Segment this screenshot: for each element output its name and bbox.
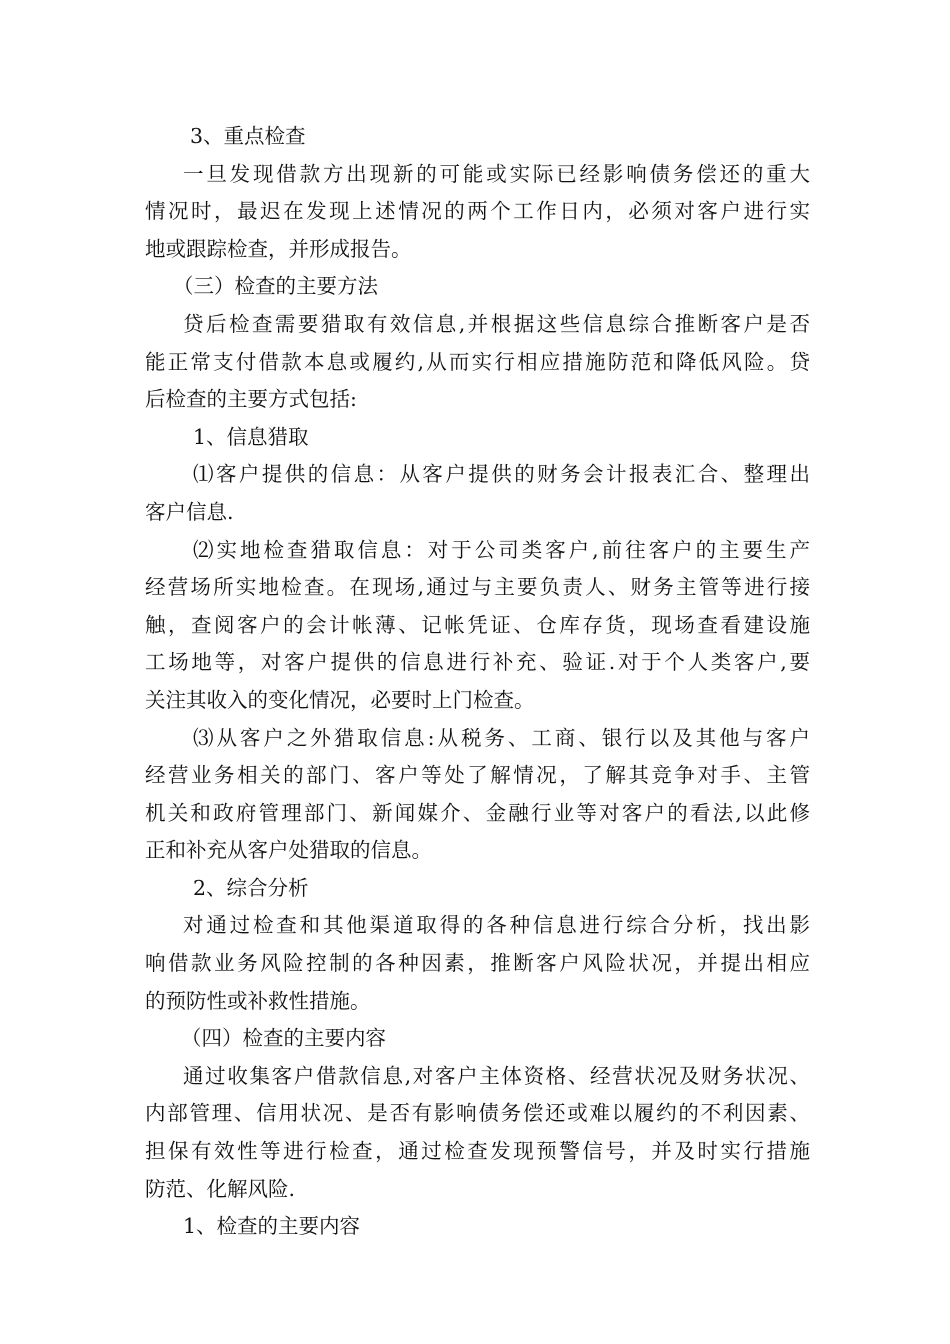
text-line: ⑶从客户之外猎取信息:从税务、工商、银行以及其他与客户 — [193, 725, 810, 750]
text-line: 关注其收入的变化情况，必要时上门检查。 — [145, 687, 535, 712]
text-line: 正和补充从客户处猎取的信息。 — [145, 838, 432, 863]
text-line: （三）检查的主要方法 — [173, 274, 378, 299]
text-line: 通过收集客户借款信息,对客户主体资格、经营状况及财务状况、 — [183, 1063, 810, 1088]
text-line: 地或跟踪检查，并形成报告。 — [145, 236, 412, 261]
text-line: 3、重点检查 — [190, 124, 306, 148]
document-body — [145, 118, 810, 1246]
text-line: 贷后检查需要猎取有效信息,并根据这些信息综合推断客户是否 — [183, 311, 810, 336]
text-line: 的预防性或补救性措施。 — [145, 988, 371, 1013]
text-line: （四）检查的主要内容 — [181, 1026, 386, 1051]
text-line: 内部管理、信用状况、是否有影响债务偿还或难以履约的不利因素、 — [145, 1101, 810, 1126]
text-line: 工场地等，对客户提供的信息进行补充、验证.对于个人类客户,要 — [145, 650, 810, 675]
text-line: 能正常支付借款本息或履约,从而实行相应措施防范和降低风险。贷 — [145, 349, 810, 374]
text-line: 触，查阅客户的会计帐薄、记帐凭证、仓库存货，现场查看建设施 — [145, 612, 810, 637]
text-line: 情况时，最迟在发现上述情况的两个工作日内，必须对客户进行实 — [145, 199, 810, 224]
text-line: 2、综合分析 — [193, 875, 309, 900]
text-line: 1、信息猎取 — [193, 424, 309, 449]
text-line: 一旦发现借款方出现新的可能或实际已经影响债务偿还的重大 — [183, 161, 810, 186]
text-line: ⑴客户提供的信息：从客户提供的财务会计报表汇合、整理出 — [193, 462, 810, 487]
text-line: 机关和政府管理部门、新闻媒介、金融行业等对客户的看法,以此修 — [145, 800, 810, 825]
text-line: 防范、化解风险. — [145, 1176, 296, 1201]
text-line: 担保有效性等进行检查，通过检查发现预警信号，并及时实行措施 — [145, 1139, 810, 1164]
text-line: 对通过检查和其他渠道取得的各种信息进行综合分析，找出影 — [183, 913, 810, 938]
text-line: 响借款业务风险控制的各种因素，推断客户风险状况，并提出相应 — [145, 951, 810, 976]
text-line: 后检查的主要方式包括: — [145, 387, 357, 412]
text-line: 客户信息. — [145, 499, 234, 524]
text-line: 1、检查的主要内容 — [183, 1214, 361, 1239]
text-line: ⑵实地检查猎取信息：对于公司类客户,前往客户的主要生产 — [193, 537, 810, 562]
text-line: 经营业务相关的部门、客户等处了解情况，了解其竞争对手、主管 — [145, 763, 810, 788]
text-line: 经营场所实地检查。在现场,通过与主要负责人、财务主管等进行接 — [145, 575, 810, 600]
